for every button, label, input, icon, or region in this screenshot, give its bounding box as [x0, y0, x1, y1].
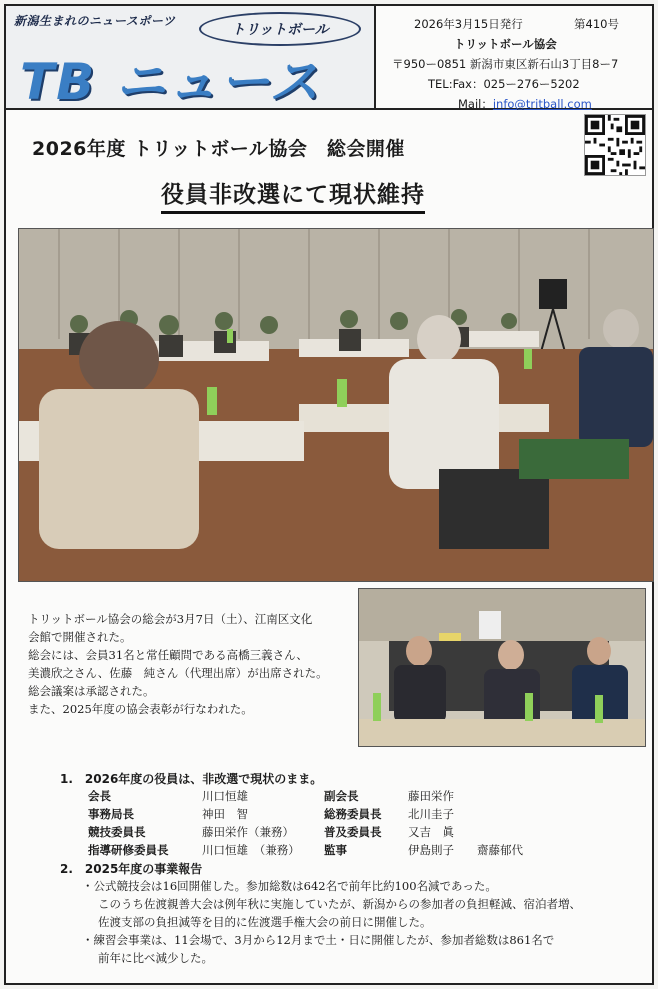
report-line: 前年に比べ減少した。 — [98, 951, 213, 965]
paragraph-line: 美濃欣之さん、佐藤 純さん（代理出席）が出席された。 — [28, 666, 328, 680]
organization-name: トリットボール協会 — [454, 37, 557, 51]
sport-name-badge — [199, 12, 361, 46]
qr-code[interactable] — [584, 114, 646, 176]
newsletter-page — [4, 4, 654, 985]
masthead — [6, 6, 376, 110]
sport-name: トリットボール — [231, 22, 329, 38]
paragraph-line: トリットボール協会の総会が3月7日（土）、江南区文化 — [28, 612, 313, 626]
officer-role: 指導研修委員長 — [88, 843, 169, 857]
paragraph-line: 会館で開催された。 — [28, 630, 132, 644]
officer-role: 普及委員長 — [324, 825, 382, 839]
section-officers-title: 1. 2026年度の役員は、非改選で現状のまま。 — [60, 772, 323, 786]
report-line: ・練習会事業は、11会場で、3月から12月まで土・日に開催したが、参加者総数は861名で — [82, 933, 555, 947]
officer-name: 神田 智 — [202, 807, 248, 821]
officer-name: 藤田栄作（兼務） — [202, 825, 294, 839]
meeting-hall-photo — [18, 228, 654, 582]
issue-date: 2026年3月15日発行 — [414, 17, 523, 31]
paragraph-line: 総会には、会員31名と常任顧問である高橋三義さん、 — [28, 648, 308, 662]
newsletter-logo: TB ニュース — [20, 53, 322, 111]
officer-role: 競技委員長 — [88, 825, 146, 839]
report-line: このうち佐渡親善大会は例年秋に実施していたが、新潟からの参加者の負担軽減、宿泊者増、 — [98, 897, 581, 911]
officer-name: 又吉 眞 — [408, 825, 454, 839]
officer-name: 北川圭子 — [408, 807, 454, 821]
officer-name: 川口恒雄 （兼務） — [202, 843, 300, 857]
officer-name: 藤田栄作 — [408, 789, 454, 803]
address: 〒950ー0851 新潟市東区新石山3丁目8ー7 — [392, 57, 619, 71]
issue-info — [376, 6, 652, 110]
officer-role: 監事 — [324, 843, 347, 857]
advisors-photo — [358, 588, 646, 747]
mail-line — [458, 96, 592, 112]
mail-label: Mail： — [458, 97, 493, 111]
paragraph-line: また、2025年度の協会表彰が行なわれた。 — [28, 702, 253, 716]
officer-role: 会長 — [88, 789, 111, 803]
article-subheadline: 役員非改選にて現状維持 — [161, 176, 425, 214]
mail-link[interactable]: info@tritball.com — [492, 97, 592, 111]
officer-name: 川口恒雄 — [202, 789, 248, 803]
paragraph-line: 総会議案は承認された。 — [28, 684, 155, 698]
report-line: 佐渡支部の負担減等を目的に佐渡選手権大会の前日に開催した。 — [98, 915, 432, 929]
report-line: ・公式競技会は16回開催した。参加総数は642名で前年比約100名減であった。 — [82, 879, 497, 893]
officer-role: 事務局長 — [88, 807, 134, 821]
telephone: TEL:Fax：025ー276ー5202 — [428, 77, 580, 91]
article-headline: 2026年度 トリットボール協会 総会開催 — [32, 138, 405, 160]
officer-role: 総務委員長 — [324, 807, 382, 821]
tagline: 新潟生まれのニュースポーツ — [14, 14, 176, 28]
section-report-title: 2. 2025年度の事業報告 — [60, 862, 203, 876]
officer-name: 伊島則子 齋藤郁代 — [408, 843, 523, 857]
issue-number: 第410号 — [574, 17, 619, 31]
officer-role: 副会長 — [324, 789, 359, 803]
